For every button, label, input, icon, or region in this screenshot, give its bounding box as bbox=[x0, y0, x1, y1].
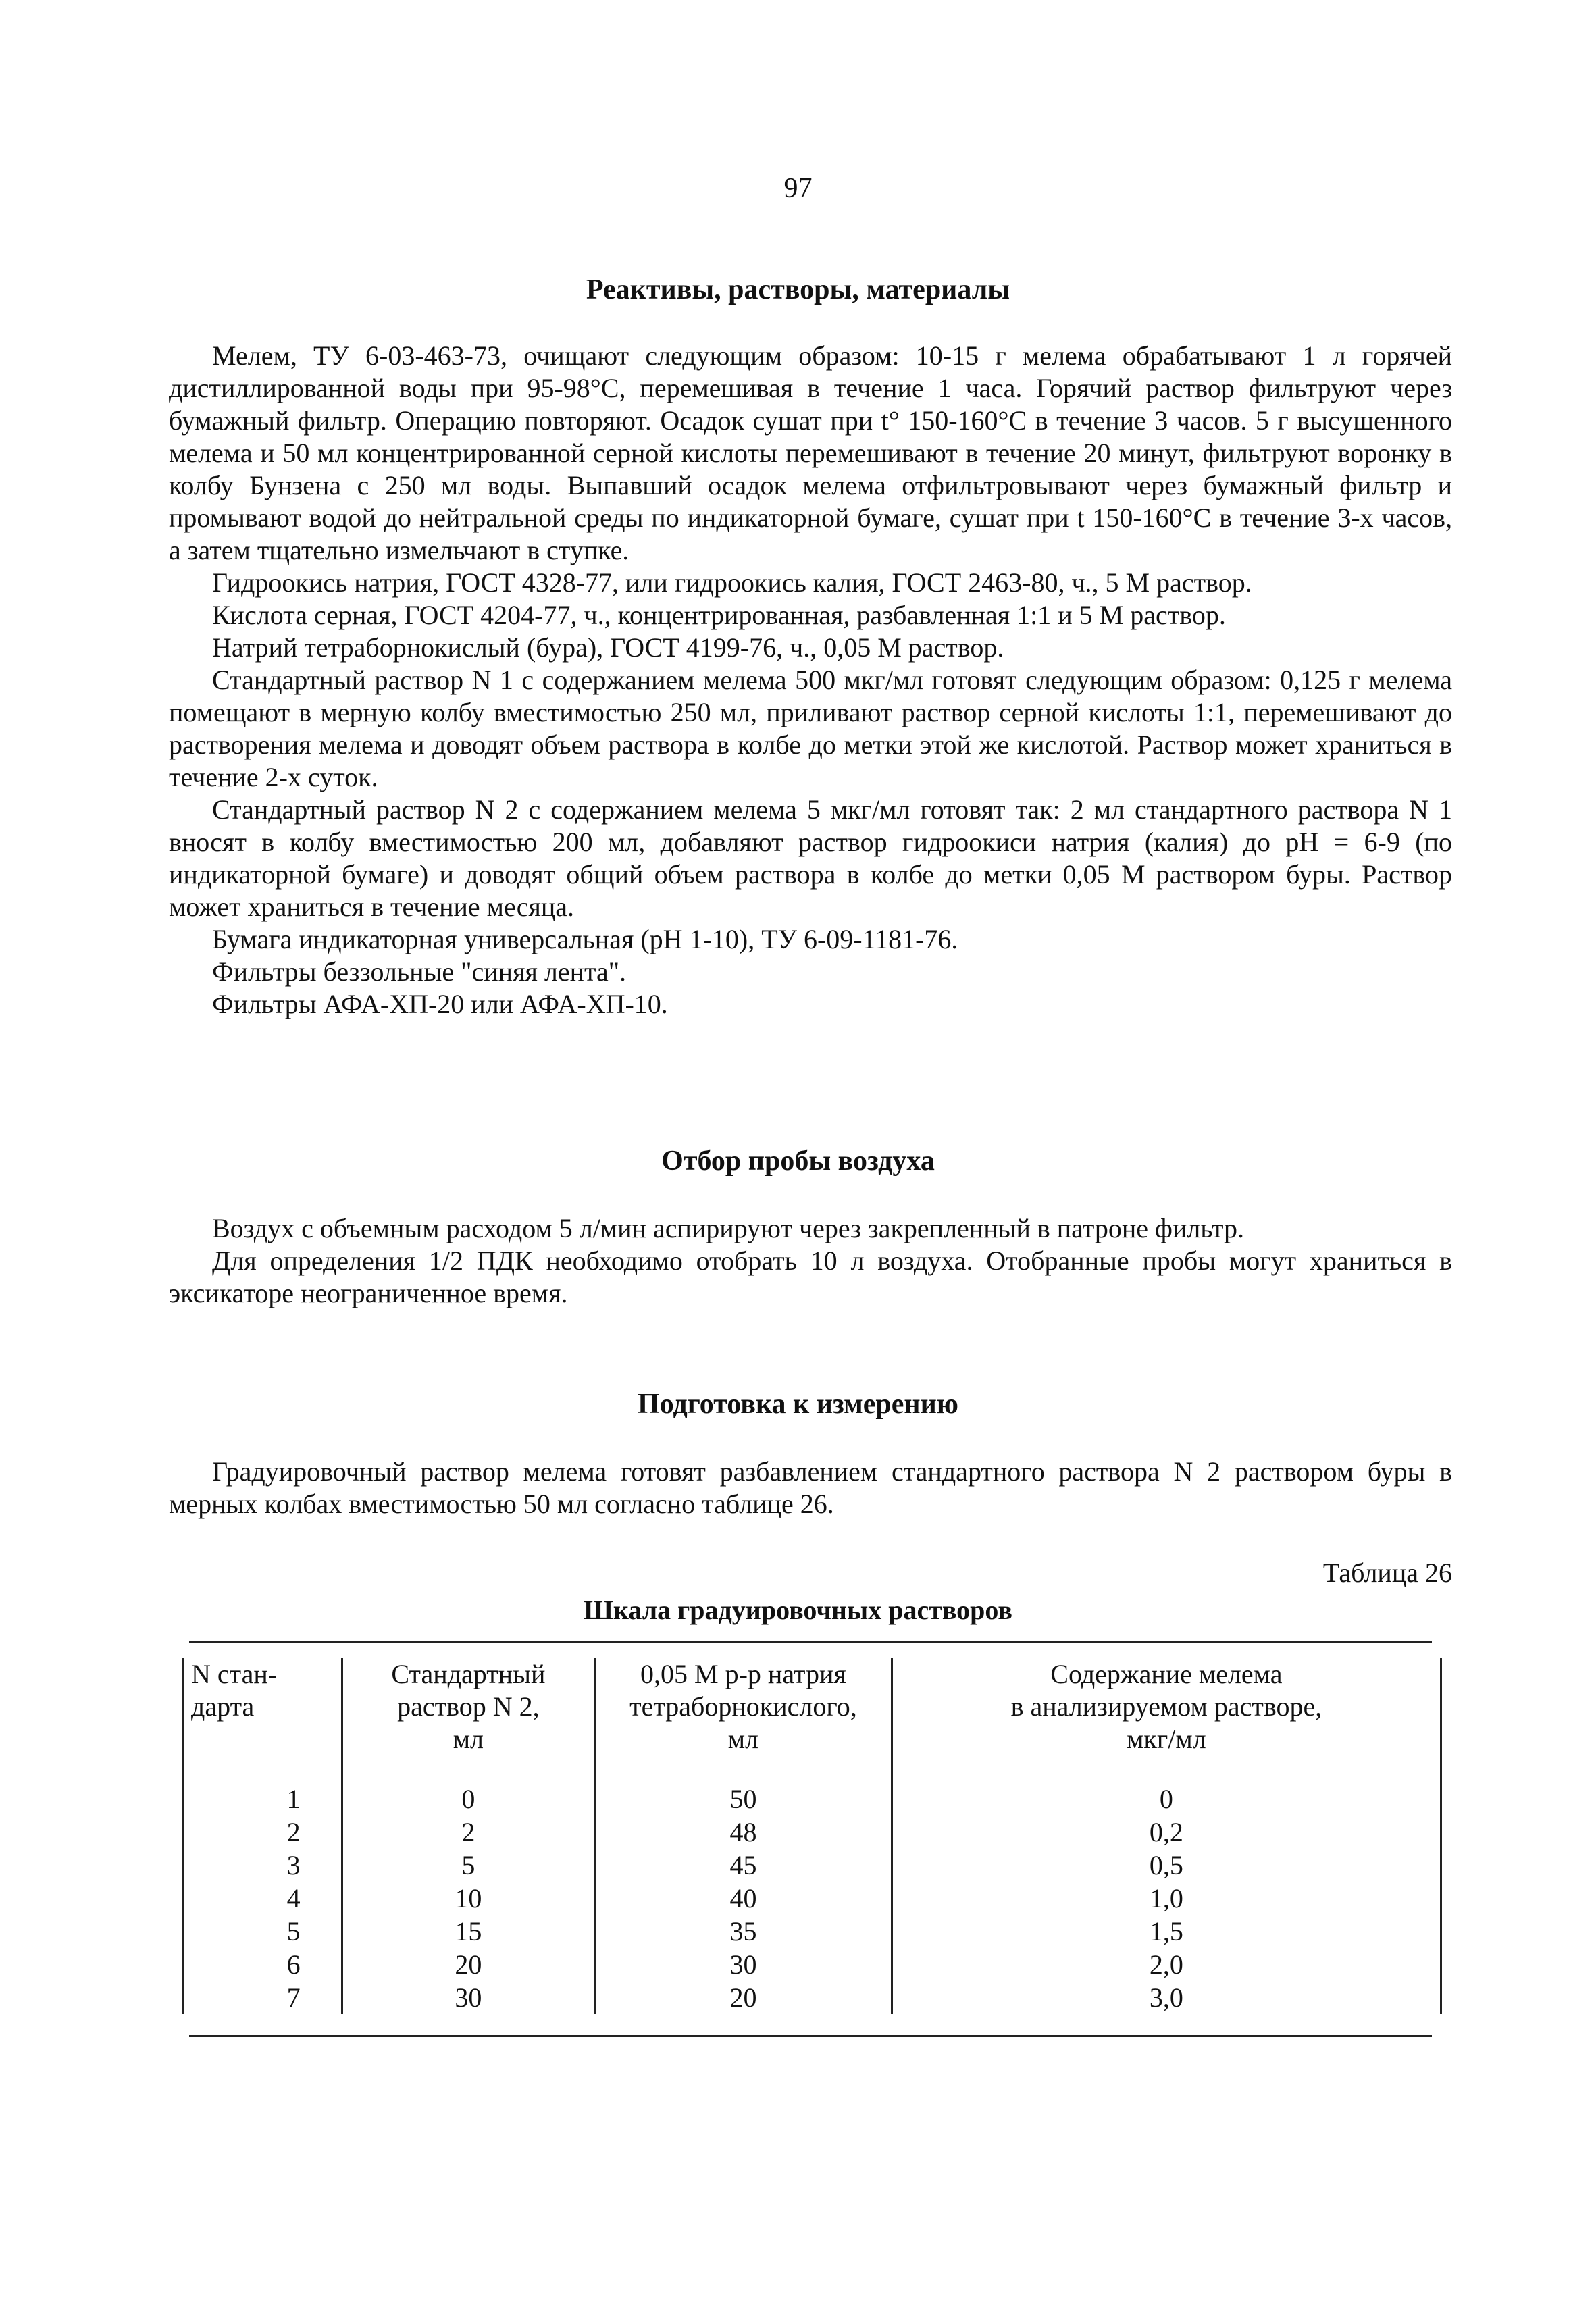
table-cell: 4 bbox=[184, 1882, 342, 1915]
table-row bbox=[184, 1882, 1441, 1915]
paragraph: Воздух с объемным расходом 5 л/мин аспирируют через закрепленный в патроне фильтр. bbox=[212, 1213, 1244, 1243]
table-cell: 0 bbox=[892, 1777, 1441, 1816]
table-cell: 3,0 bbox=[892, 1981, 1441, 2014]
table-body bbox=[184, 1777, 1441, 2014]
paragraph: Градуировочный раствор мелема готовят разбавлением стандартного раствора N 2 раствором буры в мерных колбах вместимостью 50 мл согласно таблице 26. bbox=[169, 1456, 1452, 1519]
table-cell: 10 bbox=[342, 1882, 595, 1915]
sampling-body bbox=[169, 1212, 1452, 1310]
table-header-row bbox=[184, 1658, 1441, 1777]
preparation-body bbox=[169, 1456, 1452, 1520]
table-row bbox=[184, 1981, 1441, 2014]
table-cell: 30 bbox=[342, 1981, 595, 2014]
header-text: N стан- дарта bbox=[191, 1659, 278, 1722]
table-cell: 3 bbox=[184, 1849, 342, 1882]
section-heading-reagents: Реактивы, растворы, материалы bbox=[586, 274, 1010, 305]
column-header bbox=[184, 1658, 342, 1777]
section-heading-sampling: Отбор пробы воздуха bbox=[661, 1146, 935, 1177]
paragraph: Гидроокись натрия, ГОСТ 4328-77, или гидроокись калия, ГОСТ 2463-80, ч., 5 М раствор. bbox=[212, 567, 1252, 598]
table-cell: 20 bbox=[342, 1948, 595, 1981]
page-number: 97 bbox=[783, 173, 813, 204]
table-row bbox=[184, 1915, 1441, 1948]
paragraph: Для определения 1/2 ПДК необходимо отобрать 10 л воздуха. Отобранные пробы могут храниться в эксикаторе неограниченное время. bbox=[169, 1245, 1452, 1308]
paragraph: Натрий тетраборнокислый (бура), ГОСТ 4199-76, ч., 0,05 М раствор. bbox=[212, 632, 1004, 663]
table-cell: 1 bbox=[184, 1777, 342, 1816]
table-cell: 5 bbox=[342, 1849, 595, 1882]
calibration-table bbox=[182, 1658, 1442, 2014]
paragraph: Фильтры беззольные "синяя лента". bbox=[212, 956, 627, 987]
column-header: Содержание мелема в анализируемом растворе, мкг/мл bbox=[892, 1658, 1441, 1777]
table-cell: 48 bbox=[595, 1816, 892, 1849]
table-cell: 2 bbox=[342, 1816, 595, 1849]
table-cell: 2,0 bbox=[892, 1948, 1441, 1981]
table-cell: 20 bbox=[595, 1981, 892, 2014]
paragraph: Кислота серная, ГОСТ 4204-77, ч., концентрированная, разбавленная 1:1 и 5 М раствор. bbox=[212, 600, 1226, 630]
table-row bbox=[184, 1948, 1441, 1981]
table-top-rule bbox=[189, 1641, 1432, 1643]
table-title: Шкала градуировочных растворов bbox=[583, 1595, 1013, 1625]
table-cell: 7 bbox=[184, 1981, 342, 2014]
table-bottom-rule bbox=[189, 2035, 1432, 2037]
table-cell: 30 bbox=[595, 1948, 892, 1981]
table-cell: 2 bbox=[184, 1816, 342, 1849]
table-cell: 0,2 bbox=[892, 1816, 1441, 1849]
column-header: 0,05 М р-р натрия тетраборнокислого, мл bbox=[595, 1658, 892, 1777]
section-heading-preparation: Подготовка к измерению bbox=[638, 1389, 958, 1420]
table-cell: 40 bbox=[595, 1882, 892, 1915]
table-cell: 35 bbox=[595, 1915, 892, 1948]
paragraph: Стандартный раствор N 2 с содержанием мелема 5 мкг/мл готовят так: 2 мл стандартного раствора N 1 вносят в колбу вместимостью 200 мл, добавляют раствор гидроокиси натрия (калия) до pH = 6-9 (по индикаторной бумаге) и доводят общий объем раствора в колбе до метки 0,05 М раствором буры. Раствор может храниться в течение месяца. bbox=[169, 794, 1452, 922]
table-cell: 45 bbox=[595, 1849, 892, 1882]
table-row bbox=[184, 1777, 1441, 1816]
table-row bbox=[184, 1849, 1441, 1882]
table-cell: 6 bbox=[184, 1948, 342, 1981]
table-caption: Таблица 26 bbox=[1322, 1558, 1452, 1588]
reagents-body bbox=[169, 340, 1452, 1021]
paragraph: Стандартный раствор N 1 с содержанием мелема 500 мкг/мл готовят следующим образом: 0,125 г мелема помещают в мерную колбу вместимостью 250 мл, приливают раствор серной кислоты 1:1, перемешивают до растворения мелема и доводят объем раствора в колбе до метки этой же кислотой. Раствор может храниться в течение 2-х суток. bbox=[169, 665, 1452, 792]
table-cell: 1,5 bbox=[892, 1915, 1441, 1948]
paragraph: Мелем, ТУ 6-03-463-73, очищают следующим образом: 10-15 г мелема обрабатывают 1 л горячей дистиллированной воды при 95-98°С, перемешивая в течение 1 часа. Горячий раствор фильтруют через бумажный фильтр. Операцию повторяют. Осадок сушат при t° 150-160°С в течение 3 часов. 5 г высушенного мелема и 50 мл концентрированной серной кислоты перемешивают в течение 20 минут, фильтруют воронку в колбу Бунзена с 250 мл воды. Выпавший осадок мелема отфильтровывают через бумажный фильтр и промывают водой до нейтральной среды по индикаторной бумаге, сушат при t 150-160°С в течение 3-х часов, а затем тщательно измельчают в ступке. bbox=[169, 340, 1452, 565]
table-cell: 0,5 bbox=[892, 1849, 1441, 1882]
table-cell: 0 bbox=[342, 1777, 595, 1816]
table-cell: 1,0 bbox=[892, 1882, 1441, 1915]
table-cell: 50 bbox=[595, 1777, 892, 1816]
table-cell: 15 bbox=[342, 1915, 595, 1948]
paragraph: Фильтры АФА-ХП-20 или АФА-ХП-10. bbox=[212, 989, 668, 1019]
table-row bbox=[184, 1816, 1441, 1849]
table-cell: 5 bbox=[184, 1915, 342, 1948]
paragraph: Бумага индикаторная универсальная (pH 1-10), ТУ 6-09-1181-76. bbox=[212, 924, 958, 954]
column-header: Стандартный раствор N 2, мл bbox=[342, 1658, 595, 1777]
